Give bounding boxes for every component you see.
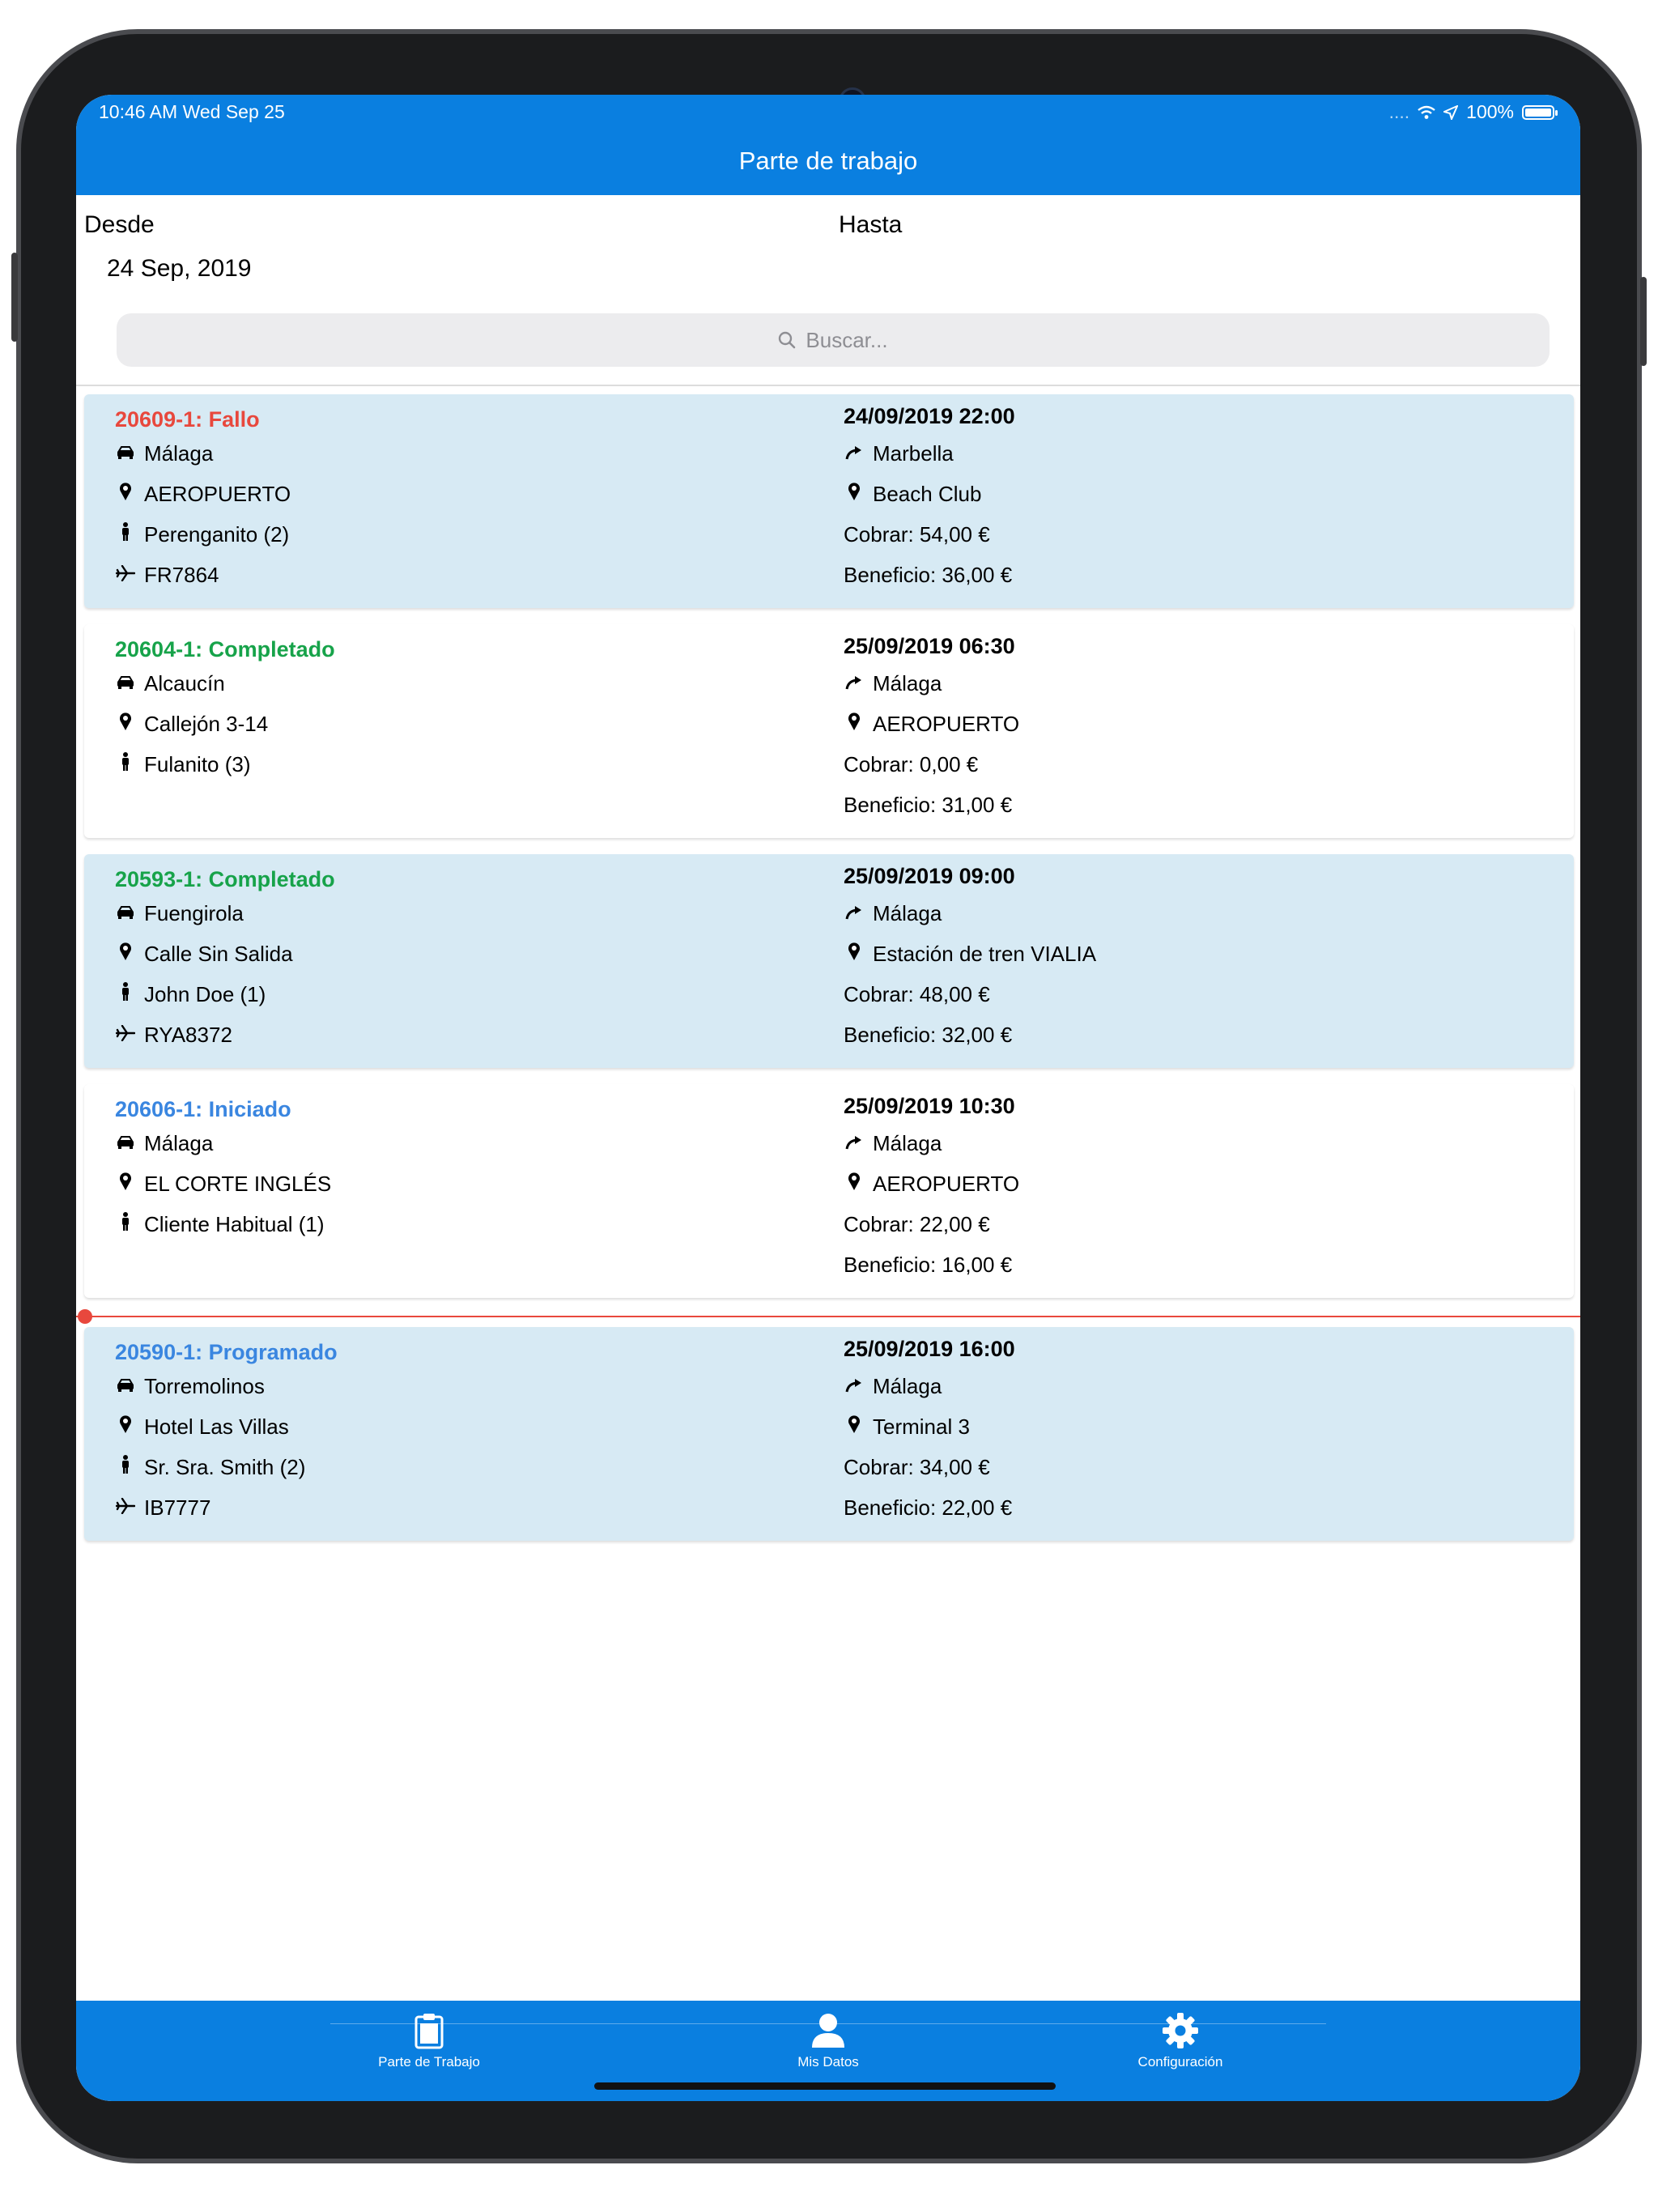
airplane-icon bbox=[115, 1024, 136, 1047]
job-pickup bbox=[115, 1172, 331, 1197]
job-origin bbox=[115, 1131, 213, 1156]
job-dropoff bbox=[844, 1172, 1019, 1197]
job-destination bbox=[844, 441, 954, 466]
tab-parte-de-trabajo[interactable] bbox=[308, 2012, 551, 2070]
tab-configuracion[interactable] bbox=[1059, 2012, 1302, 2070]
current-time-dot bbox=[78, 1309, 92, 1324]
pin-icon bbox=[115, 1414, 136, 1440]
job-destination-text: Marbella bbox=[873, 441, 954, 466]
job-beneficio bbox=[844, 563, 1012, 588]
pin-icon bbox=[844, 942, 865, 967]
job-pickup bbox=[115, 482, 291, 507]
job-cobrar-text: Cobrar: 48,00 € bbox=[844, 982, 990, 1006]
job-beneficio bbox=[844, 793, 1012, 818]
status-right bbox=[1389, 101, 1554, 123]
page-title: Parte de trabajo bbox=[738, 147, 918, 175]
person-standing-icon bbox=[115, 752, 136, 777]
job-dropoff bbox=[844, 1414, 970, 1440]
job-pickup-text: EL CORTE INGLÉS bbox=[144, 1172, 332, 1196]
desde-label: Desde bbox=[84, 211, 155, 238]
job-destination-text: Málaga bbox=[873, 671, 942, 696]
wifi-icon bbox=[1418, 105, 1435, 120]
volume-button bbox=[11, 253, 18, 342]
job-pickup bbox=[115, 942, 293, 967]
job-pickup bbox=[115, 1414, 289, 1440]
job-beneficio-text: Beneficio: 22,00 € bbox=[844, 1495, 1013, 1520]
job-datetime: 25/09/2019 10:30 bbox=[844, 1094, 1015, 1118]
person-standing-icon bbox=[115, 1212, 136, 1237]
job-title: 20590-1: Programado bbox=[115, 1340, 338, 1364]
job-destination bbox=[844, 901, 942, 926]
search-icon bbox=[778, 331, 796, 349]
job-pickup-text: Calle Sin Salida bbox=[144, 942, 293, 966]
job-pickup bbox=[115, 712, 268, 737]
tab-bar bbox=[76, 2001, 1580, 2101]
job-beneficio bbox=[844, 1253, 1012, 1278]
job-card[interactable] bbox=[84, 394, 1574, 608]
job-cobrar-text: Cobrar: 54,00 € bbox=[844, 522, 990, 547]
job-destination-text: Málaga bbox=[873, 901, 942, 925]
job-passenger-text: Perenganito (2) bbox=[144, 522, 290, 547]
home-indicator bbox=[594, 2082, 1056, 2090]
job-datetime: 25/09/2019 16:00 bbox=[844, 1337, 1015, 1361]
job-card[interactable] bbox=[84, 854, 1574, 1068]
job-destination bbox=[844, 1374, 942, 1399]
car-icon bbox=[115, 443, 136, 466]
job-origin-text: Torremolinos bbox=[144, 1374, 265, 1398]
current-time-line bbox=[76, 1316, 1580, 1317]
job-flight-text: RYA8372 bbox=[144, 1023, 232, 1047]
tab-label: Configuración bbox=[1137, 2054, 1223, 2069]
job-passenger-text: Fulanito (3) bbox=[144, 752, 251, 776]
battery-percent: 100% bbox=[1466, 101, 1514, 122]
job-flight-text: FR7864 bbox=[144, 563, 219, 587]
signal-dots: .... bbox=[1388, 101, 1410, 122]
job-origin-text: Fuengirola bbox=[144, 901, 244, 925]
job-destination-text: Málaga bbox=[873, 1131, 942, 1155]
job-origin-text: Alcaucín bbox=[144, 671, 225, 696]
job-origin bbox=[115, 901, 244, 926]
pin-icon bbox=[844, 1172, 865, 1197]
job-card[interactable] bbox=[84, 1084, 1574, 1298]
date-filters bbox=[76, 195, 1580, 386]
job-passenger-text: Sr. Sra. Smith (2) bbox=[144, 1455, 306, 1479]
job-dropoff-text: AEROPUERTO bbox=[873, 1172, 1020, 1196]
job-title: 20604-1: Completado bbox=[115, 637, 335, 661]
job-datetime: 25/09/2019 09:00 bbox=[844, 864, 1015, 888]
job-dropoff bbox=[844, 712, 1019, 737]
job-passenger-text: Cliente Habitual (1) bbox=[144, 1212, 325, 1236]
job-cobrar-text: Cobrar: 22,00 € bbox=[844, 1212, 990, 1236]
person-standing-icon bbox=[115, 522, 136, 547]
job-flight-text: IB7777 bbox=[144, 1495, 211, 1520]
person-standing-icon bbox=[115, 1455, 136, 1480]
job-passenger bbox=[115, 752, 251, 777]
pin-icon bbox=[115, 482, 136, 507]
tab-label: Mis Datos bbox=[797, 2054, 859, 2069]
desde-date-field[interactable]: 24 Sep, 2019 bbox=[107, 255, 252, 282]
job-flight bbox=[115, 563, 219, 588]
job-passenger bbox=[115, 1455, 305, 1480]
list-divider bbox=[76, 385, 1580, 386]
job-cobrar bbox=[844, 982, 990, 1007]
job-dropoff-text: Estación de tren VIALIA bbox=[873, 942, 1097, 966]
pin-icon bbox=[844, 1414, 865, 1440]
car-icon bbox=[115, 1376, 136, 1398]
job-origin bbox=[115, 1374, 265, 1399]
status-bar bbox=[76, 95, 1580, 127]
job-dropoff-text: Terminal 3 bbox=[873, 1414, 970, 1439]
pin-icon bbox=[115, 712, 136, 737]
pin-icon bbox=[844, 482, 865, 507]
tab-mis-datos[interactable] bbox=[707, 2012, 950, 2070]
job-cobrar bbox=[844, 752, 978, 777]
car-icon bbox=[115, 1133, 136, 1155]
job-pickup-text: Callejón 3-14 bbox=[144, 712, 269, 736]
navigation-bar bbox=[76, 127, 1580, 195]
job-dropoff bbox=[844, 482, 981, 507]
airplane-icon bbox=[115, 1497, 136, 1520]
job-beneficio-text: Beneficio: 16,00 € bbox=[844, 1253, 1013, 1277]
screen bbox=[76, 95, 1580, 2101]
job-beneficio-text: Beneficio: 32,00 € bbox=[844, 1023, 1013, 1047]
job-flight bbox=[115, 1495, 210, 1521]
person-icon bbox=[810, 2012, 846, 2049]
job-title: 20593-1: Completado bbox=[115, 867, 335, 891]
job-cobrar bbox=[844, 522, 990, 547]
job-pickup-text: Hotel Las Villas bbox=[144, 1414, 289, 1439]
job-origin-text: Málaga bbox=[144, 441, 214, 466]
job-dropoff-text: AEROPUERTO bbox=[873, 712, 1020, 736]
status-time: 10:46 AM Wed Sep 25 bbox=[99, 101, 285, 122]
job-cobrar bbox=[844, 1212, 990, 1237]
arrow-turn-icon bbox=[844, 443, 865, 466]
job-cobrar-text: Cobrar: 0,00 € bbox=[844, 752, 979, 776]
job-cobrar-text: Cobrar: 34,00 € bbox=[844, 1455, 990, 1479]
job-card[interactable] bbox=[84, 624, 1574, 838]
job-destination bbox=[844, 671, 942, 696]
job-origin-text: Málaga bbox=[144, 1131, 214, 1155]
job-beneficio bbox=[844, 1023, 1012, 1048]
job-cobrar bbox=[844, 1455, 990, 1480]
job-card[interactable] bbox=[84, 1327, 1574, 1541]
job-passenger bbox=[115, 522, 289, 547]
job-beneficio-text: Beneficio: 31,00 € bbox=[844, 793, 1013, 817]
person-standing-icon bbox=[115, 982, 136, 1007]
arrow-turn-icon bbox=[844, 1133, 865, 1155]
job-title: 20606-1: Iniciado bbox=[115, 1097, 291, 1121]
job-passenger bbox=[115, 1212, 325, 1237]
job-dropoff-text: Beach Club bbox=[873, 482, 982, 506]
job-origin bbox=[115, 441, 213, 466]
tab-label: Parte de Trabajo bbox=[378, 2054, 480, 2069]
clipboard-icon bbox=[413, 2012, 445, 2049]
location-icon bbox=[1443, 105, 1458, 120]
job-dropoff bbox=[844, 942, 1096, 967]
job-passenger bbox=[115, 982, 266, 1007]
job-pickup-text: AEROPUERTO bbox=[144, 482, 291, 506]
job-flight bbox=[115, 1023, 232, 1048]
arrow-turn-icon bbox=[844, 1376, 865, 1398]
job-beneficio-text: Beneficio: 36,00 € bbox=[844, 563, 1013, 587]
car-icon bbox=[115, 673, 136, 696]
job-datetime: 25/09/2019 06:30 bbox=[844, 634, 1015, 658]
pin-icon bbox=[115, 1172, 136, 1197]
arrow-turn-icon bbox=[844, 673, 865, 696]
job-title: 20609-1: Fallo bbox=[115, 407, 260, 432]
pin-icon bbox=[115, 942, 136, 967]
job-beneficio bbox=[844, 1495, 1012, 1521]
pin-icon bbox=[844, 712, 865, 737]
airplane-icon bbox=[115, 564, 136, 587]
hasta-label: Hasta bbox=[839, 211, 903, 238]
gear-icon bbox=[1162, 2012, 1199, 2049]
arrow-turn-icon bbox=[844, 903, 865, 925]
search-placeholder: Buscar... bbox=[806, 327, 888, 352]
job-destination-text: Málaga bbox=[873, 1374, 942, 1398]
battery-icon bbox=[1522, 105, 1554, 120]
car-icon bbox=[115, 903, 136, 925]
job-destination bbox=[844, 1131, 942, 1156]
side-button bbox=[1640, 277, 1647, 366]
job-datetime: 24/09/2019 22:00 bbox=[844, 404, 1015, 428]
job-passenger-text: John Doe (1) bbox=[144, 982, 266, 1006]
job-origin bbox=[115, 671, 225, 696]
search-input[interactable] bbox=[117, 313, 1550, 367]
